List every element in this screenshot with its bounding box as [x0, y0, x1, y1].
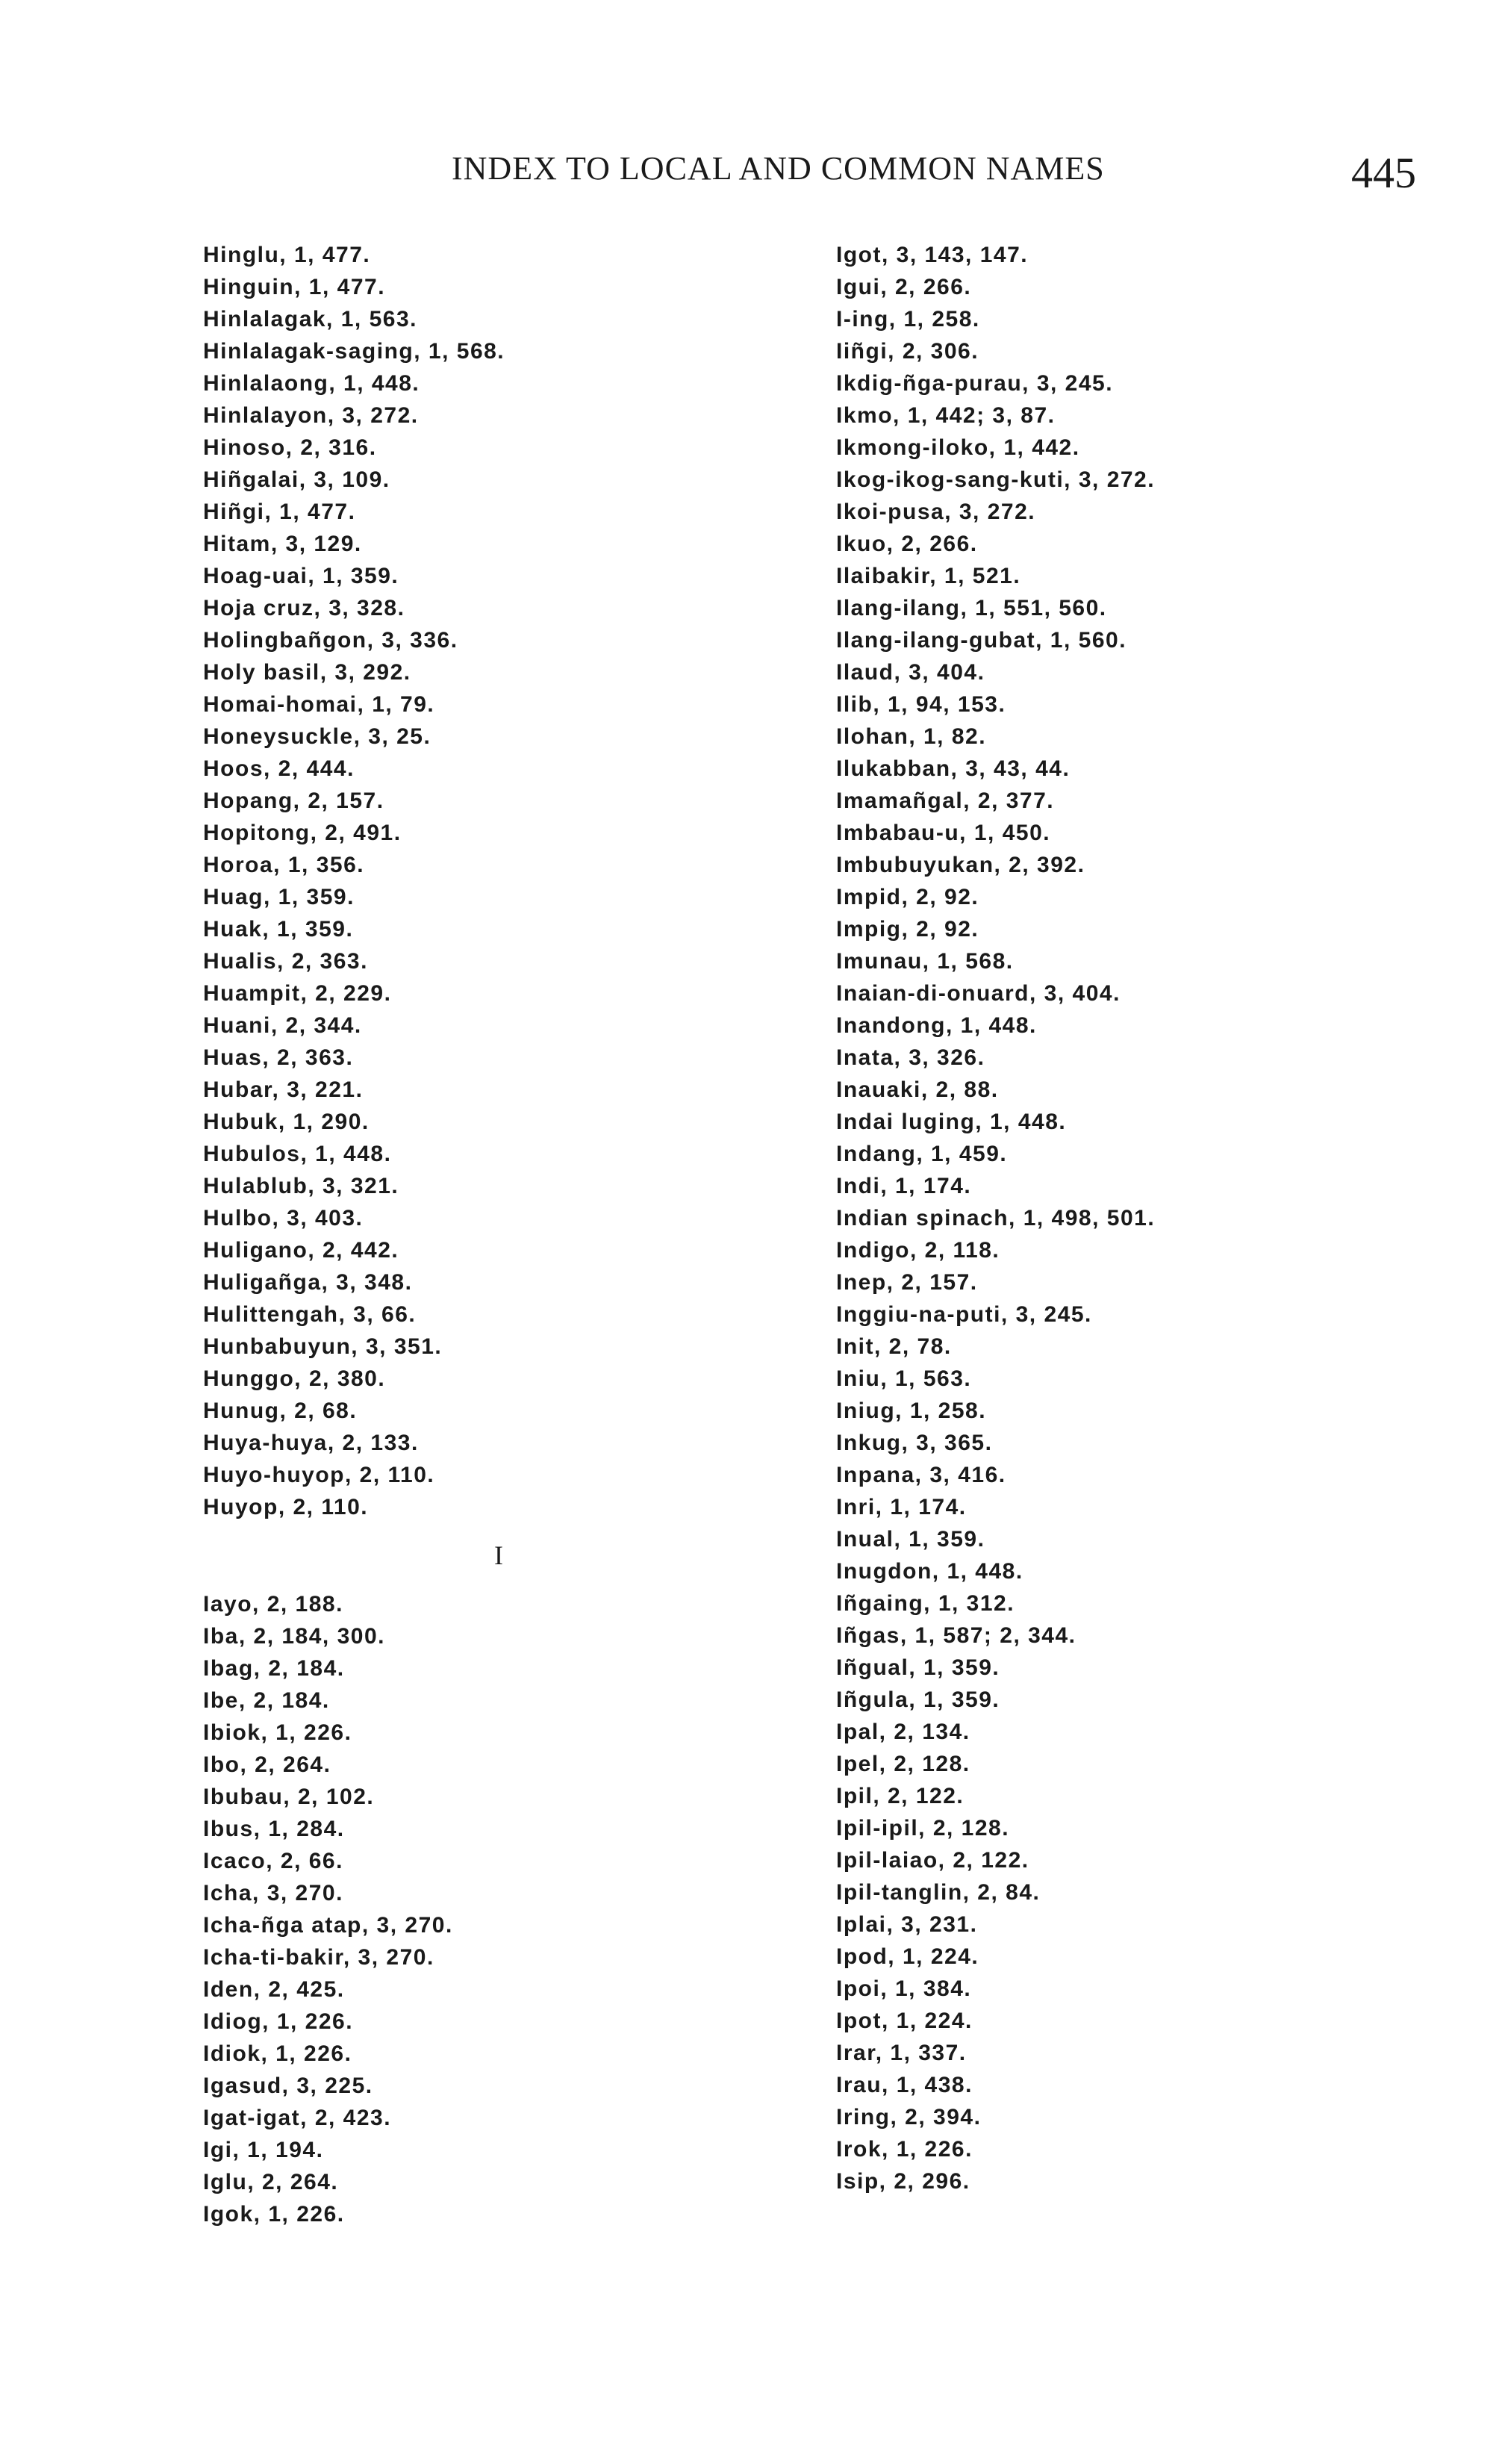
index-list-right — [836, 239, 1478, 2197]
index-entry: Hulbo, 3, 403. — [203, 1206, 364, 1231]
index-entry: Hualis, 2, 363. — [203, 949, 368, 974]
index-entry: Huya-huya, 2, 133. — [203, 1431, 419, 1455]
index-entry: Hitam, 3, 129. — [203, 532, 362, 556]
index-entry: Hoag-uai, 1, 359. — [203, 564, 399, 588]
index-entry: Hinlalagak, 1, 563. — [203, 307, 417, 332]
index-entry: Hinoso, 2, 316. — [203, 435, 377, 460]
index-entry: Ipil-ipil, 2, 128. — [836, 1816, 1010, 1841]
index-entry: Iñgual, 1, 359. — [836, 1655, 1000, 1680]
index-entry: Ikuo, 2, 266. — [836, 532, 978, 556]
index-entry: Hinlalagak-saging, 1, 568. — [203, 339, 505, 364]
index-entry: Huas, 2, 363. — [203, 1045, 354, 1070]
index-entry: Icaco, 2, 66. — [203, 1849, 343, 1873]
index-entry: Ipod, 1, 224. — [836, 1944, 979, 1969]
index-entry: Iñgaing, 1, 312. — [836, 1591, 1015, 1616]
index-entry: Imamañgal, 2, 377. — [836, 788, 1055, 813]
index-entry: Hinlalayon, 3, 272. — [203, 403, 419, 428]
index-entry: Iñgas, 1, 587; 2, 344. — [836, 1623, 1076, 1648]
index-entry: Imbubuyukan, 2, 392. — [836, 853, 1085, 877]
index-entry: Ibiok, 1, 226. — [203, 1720, 352, 1745]
index-entry: Ikmo, 1, 442; 3, 87. — [836, 403, 1056, 428]
index-entry: Iiñgi, 2, 306. — [836, 339, 979, 364]
index-entry: Ikoi-pusa, 3, 272. — [836, 500, 1036, 524]
index-entry: Ilib, 1, 94, 153. — [836, 692, 1006, 717]
index-entry: Holingbañgon, 3, 336. — [203, 628, 458, 653]
index-entry: Inata, 3, 326. — [836, 1045, 985, 1070]
index-entry: Huyop, 2, 110. — [203, 1495, 369, 1519]
index-entry: Ikdig-ñga-purau, 3, 245. — [836, 371, 1114, 396]
index-entry: Indian spinach, 1, 498, 501. — [836, 1206, 1156, 1231]
index-list-h — [203, 239, 815, 1523]
index-entry: Huag, 1, 359. — [203, 885, 355, 909]
index-entry: Imbabau-u, 1, 450. — [836, 821, 1051, 845]
index-entry: I-ing, 1, 258. — [836, 307, 980, 332]
index-entry: Idiok, 1, 226. — [203, 2041, 352, 2066]
index-entry: Inep, 2, 157. — [836, 1270, 978, 1295]
index-entry: Hunbabuyun, 3, 351. — [203, 1334, 443, 1359]
index-entry: Inual, 1, 359. — [836, 1527, 985, 1552]
index-entry: Ipel, 2, 128. — [836, 1752, 970, 1776]
index-entry: Huligañga, 3, 348. — [203, 1270, 413, 1295]
index-entry: Igat-igat, 2, 423. — [203, 2106, 392, 2130]
index-entry: Holy basil, 3, 292. — [203, 660, 411, 685]
index-entry: Icha-ñga atap, 3, 270. — [203, 1913, 453, 1938]
index-entry: Hopang, 2, 157. — [203, 788, 384, 813]
index-entry: Icha-ti-bakir, 3, 270. — [203, 1945, 434, 1970]
index-entry: Huak, 1, 359. — [203, 917, 354, 942]
index-entry: Hoos, 2, 444. — [203, 756, 355, 781]
index-entry: Ipil-tanglin, 2, 84. — [836, 1880, 1041, 1905]
index-entry: Inauaki, 2, 88. — [836, 1077, 999, 1102]
index-entry: Irau, 1, 438. — [836, 2073, 973, 2097]
index-entry: Hopitong, 2, 491. — [203, 821, 402, 845]
index-entry: Iniug, 1, 258. — [836, 1399, 987, 1423]
index-entry: Ipil, 2, 122. — [836, 1784, 965, 1808]
index-entry: Iplai, 3, 231. — [836, 1912, 978, 1937]
index-entry: Igot, 3, 143, 147. — [836, 243, 1029, 267]
index-entry: Horoa, 1, 356. — [203, 853, 365, 877]
index-entry: Ibus, 1, 284. — [203, 1817, 345, 1841]
index-entry: Init, 2, 78. — [836, 1334, 952, 1359]
index-entry: Indi, 1, 174. — [836, 1174, 972, 1198]
index-entry: Iring, 2, 394. — [836, 2105, 982, 2129]
index-entry: Hinglu, 1, 477. — [203, 243, 371, 267]
index-entry: Ipot, 1, 224. — [836, 2009, 973, 2033]
index-entry: Igasud, 3, 225. — [203, 2073, 373, 2098]
index-column-left — [203, 239, 815, 2230]
running-header: INDEX TO LOCAL AND COMMON NAMES — [452, 150, 1105, 187]
index-entry: Inaian-di-onuard, 3, 404. — [836, 981, 1121, 1006]
index-entry: Honeysuckle, 3, 25. — [203, 724, 431, 749]
index-entry: Inugdon, 1, 448. — [836, 1559, 1023, 1584]
index-entry: Ilohan, 1, 82. — [836, 724, 987, 749]
index-entry: Ilukabban, 3, 43, 44. — [836, 756, 1071, 781]
index-entry: Isip, 2, 296. — [836, 2169, 970, 2194]
index-entry: Ipal, 2, 134. — [836, 1720, 970, 1744]
page-number: 445 — [1351, 149, 1416, 197]
index-entry: Hinlalaong, 1, 448. — [203, 371, 420, 396]
index-entry: Hubuk, 1, 290. — [203, 1110, 370, 1134]
index-entry: Hoja cruz, 3, 328. — [203, 596, 405, 620]
index-entry: Iayo, 2, 188. — [203, 1592, 343, 1617]
index-entry: Indai luging, 1, 448. — [836, 1110, 1067, 1134]
index-entry: Ikog-ikog-sang-kuti, 3, 272. — [836, 467, 1156, 492]
index-entry: Inggiu-na-puti, 3, 245. — [836, 1302, 1092, 1327]
index-entry: Hulablub, 3, 321. — [203, 1174, 399, 1198]
index-entry: Ibag, 2, 184. — [203, 1656, 345, 1681]
index-entry: Homai-homai, 1, 79. — [203, 692, 435, 717]
index-entry: Impid, 2, 92. — [836, 885, 979, 909]
index-entry: Igi, 1, 194. — [203, 2138, 324, 2162]
index-entry: Hubar, 3, 221. — [203, 1077, 364, 1102]
index-entry: Hubulos, 1, 448. — [203, 1142, 392, 1166]
index-entry: Ilaibakir, 1, 521. — [836, 564, 1021, 588]
index-entry: Igui, 2, 266. — [836, 275, 972, 299]
index-entry: Ilaud, 3, 404. — [836, 660, 985, 685]
index-entry: Hulittengah, 3, 66. — [203, 1302, 417, 1327]
index-entry: Ibo, 2, 264. — [203, 1752, 331, 1777]
index-entry: Ilang-ilang, 1, 551, 560. — [836, 596, 1107, 620]
index-column-right — [836, 239, 1478, 2197]
index-entry: Hinguin, 1, 477. — [203, 275, 386, 299]
index-entry: Hunug, 2, 68. — [203, 1399, 358, 1423]
index-entry: Indigo, 2, 118. — [836, 1238, 1000, 1263]
index-entry: Indang, 1, 459. — [836, 1142, 1008, 1166]
index-list-i — [203, 1588, 815, 2230]
index-entry: Iden, 2, 425. — [203, 1977, 345, 2002]
index-entry: Imunau, 1, 568. — [836, 949, 1014, 974]
index-entry: Iñgula, 1, 359. — [836, 1687, 1000, 1712]
index-entry: Hiñgalai, 3, 109. — [203, 467, 390, 492]
index-entry: Ilang-ilang-gubat, 1, 560. — [836, 628, 1127, 653]
index-entry: Inri, 1, 174. — [836, 1495, 967, 1519]
index-entry: Irar, 1, 337. — [836, 2041, 967, 2065]
index-entry: Ikmong-iloko, 1, 442. — [836, 435, 1080, 460]
index-entry: Huyo-huyop, 2, 110. — [203, 1463, 435, 1487]
index-entry: Iniu, 1, 563. — [836, 1366, 972, 1391]
index-entry: Ibubau, 2, 102. — [203, 1785, 375, 1809]
index-entry: Ipil-laiao, 2, 122. — [836, 1848, 1029, 1873]
index-entry: Hunggo, 2, 380. — [203, 1366, 386, 1391]
index-entry: Irok, 1, 226. — [836, 2137, 973, 2162]
index-entry: Icha, 3, 270. — [203, 1881, 343, 1905]
index-entry: Inandong, 1, 448. — [836, 1013, 1037, 1038]
index-entry: Hiñgi, 1, 477. — [203, 500, 356, 524]
index-entry: Idiog, 1, 226. — [203, 2009, 354, 2034]
section-letter-heading: I — [494, 1540, 505, 1570]
index-entry: Igok, 1, 226. — [203, 2202, 345, 2227]
index-entry: Ibe, 2, 184. — [203, 1688, 330, 1713]
index-entry: Inpana, 3, 416. — [836, 1463, 1006, 1487]
index-entry: Impig, 2, 92. — [836, 917, 979, 942]
index-entry: Iba, 2, 184, 300. — [203, 1624, 385, 1649]
index-entry: Inkug, 3, 365. — [836, 1431, 993, 1455]
index-entry: Ipoi, 1, 384. — [836, 1976, 972, 2001]
index-entry: Huani, 2, 344. — [203, 1013, 362, 1038]
index-entry: Huligano, 2, 442. — [203, 1238, 399, 1263]
index-entry: Huampit, 2, 229. — [203, 981, 392, 1006]
index-entry: Iglu, 2, 264. — [203, 2170, 339, 2194]
